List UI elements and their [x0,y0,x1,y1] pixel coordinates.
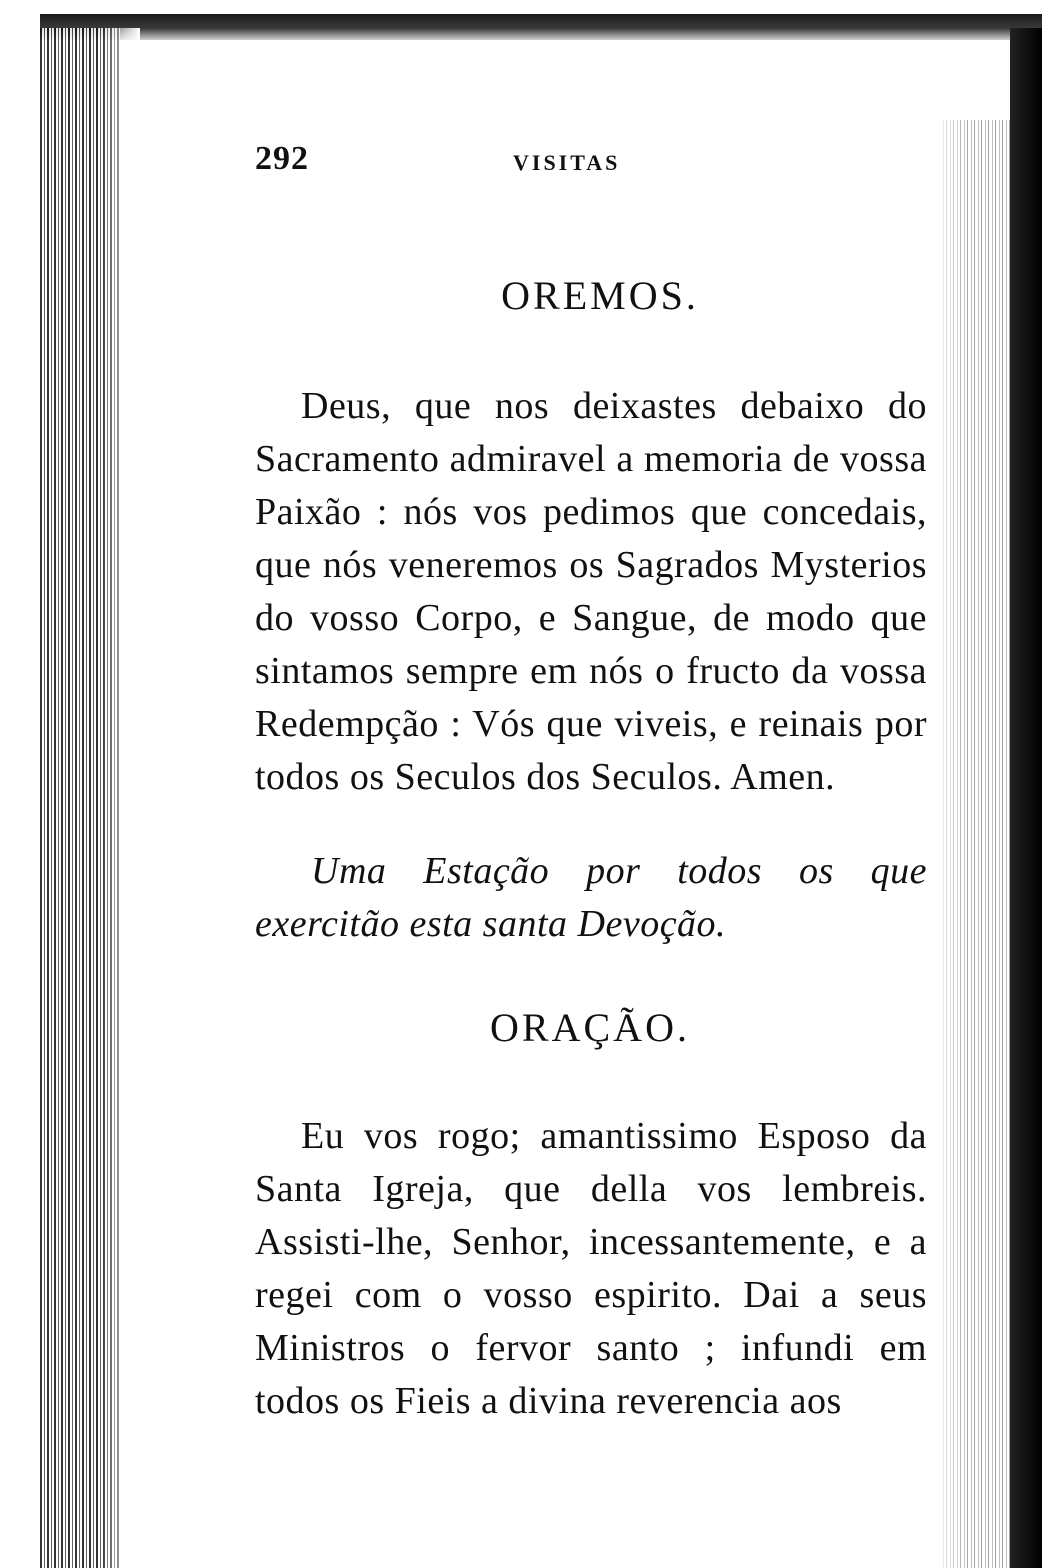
scan-gutter-right-fade [930,120,970,1568]
running-head: VISITAS [513,150,621,175]
page-header [255,140,675,182]
scan-gutter-left-fade [100,28,140,1568]
section-heading-oracao: ORAÇÃO. [490,1005,690,1050]
section-heading-oremos: OREMOS. [501,273,699,318]
scan-top-shadow [40,14,1042,40]
prayer-paragraph: Eu vos rogo; amantissimo Esposo da Santa Igreja, que della vos lembreis. Assisti-lhe, Senhor, incessantemente, e a regei com o vosso espirito. Dai a seus Ministros o fervor santo ; infundi em todos os Fieis a divina reverencia aos [255,1115,927,1422]
page-number: 292 [255,140,309,177]
prayer-paragraph: Deus, que nos deixastes debaixo do Sacramento admiravel a memoria de vossa Paixão : nós vos pedimos que concedais, que nós veneremos os Sagrados Mysterios do vosso Corpo, e Sangue, de modo que sintamos sempre em nós o fructo da vossa Redempção : Vós que viveis, e reinais por todos os Seculos dos Seculos. Amen. [255,385,927,798]
scan-edge-right [1010,28,1042,1568]
rubric-paragraph: Uma Estação por todos os que exercitão esta santa Devoção. [255,850,927,945]
